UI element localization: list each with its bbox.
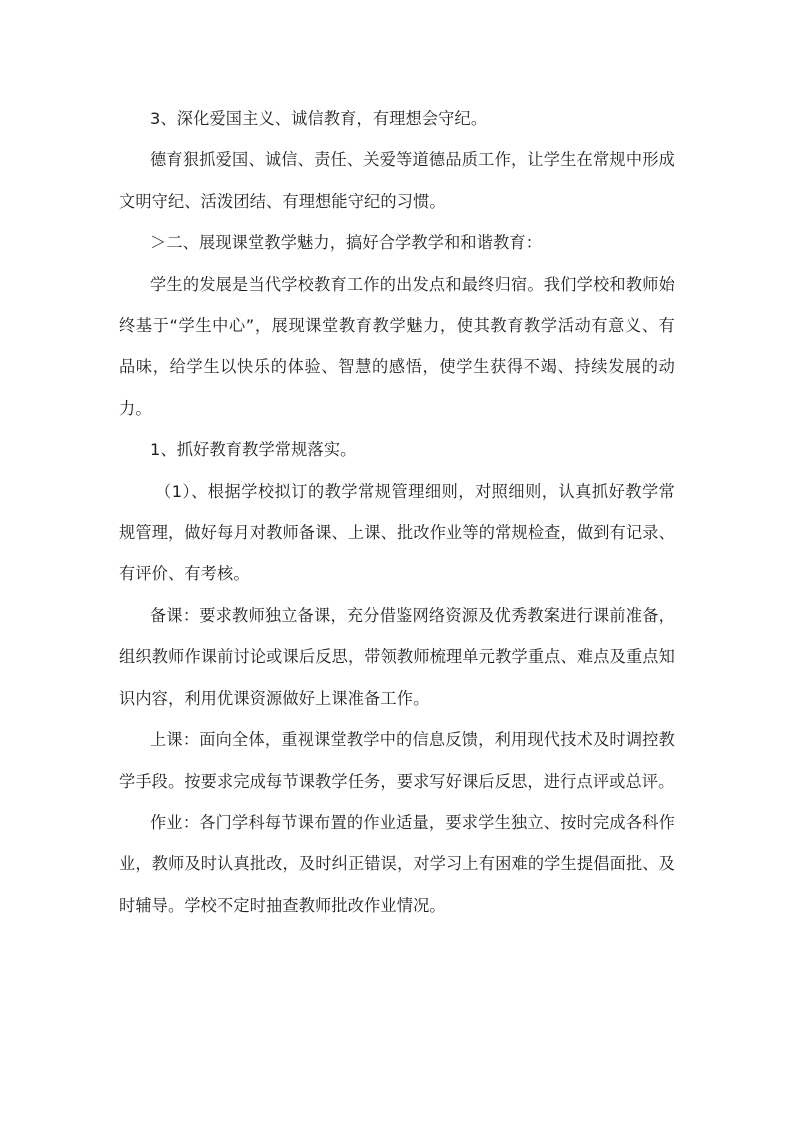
paragraph-class-teaching: 上课：面向全体，重视课堂教学中的信息反馈，利用现代技术及时调控教学手段。按要求完成每节课教学任务，要求写好课后反思，进行点评或总评。 (119, 730, 675, 791)
paragraph-routine-management: （1）、根据学校拟订的教学常规管理细则，对照细则，认真抓好教学常规管理，做好每月对教师备课、上课、批改作业等的常规检查，做到有记录、有评价、有考核。 (119, 481, 675, 584)
paragraph-homework: 作业：各门学科每节课布置的作业适量，要求学生独立、按时完成各科作业，教师及时认真批改，及时纠正错误，对学习上有困难的学生提倡面批、及时辅导。学校不定时抽查教师批改作业情况。 (119, 812, 675, 915)
paragraph-part-2-heading: ＞二、展现课堂教学魅力，搞好合学教学和和谐教育： (150, 233, 543, 253)
paragraph-moral-education: 德育狠抓爱国、诚信、责任、关爱等道德品质工作，让学生在常规中形成文明守纪、活泼团结、有理想能守纪的习惯。 (119, 150, 675, 211)
document-body (119, 98, 675, 926)
paragraph-student-development: 学生的发展是当代学校教育工作的出发点和最终归宿。我们学校和教师始终基于“学生中心”，展现课堂教育教学魅力，使其教育教学活动有意义、有品味，给学生以快乐的体验、智慧的感悟，使学生获得不竭、持续发展的动力。 (119, 274, 675, 418)
paragraph-lesson-preparation: 备课：要求教师独立备课，充分借鉴网络资源及优秀教案进行课前准备，组织教师作课前讨论或课后反思，带领教师梳理单元教学重点、难点及重点知识内容，利用优课资源做好上课准备工作。 (119, 605, 675, 708)
paragraph-section-3-heading: 3、深化爱国主义、诚信教育，有理想会守纪。 (150, 109, 488, 128)
paragraph-section-1-heading: 1、抓好教育教学常规落实。 (150, 440, 357, 460)
